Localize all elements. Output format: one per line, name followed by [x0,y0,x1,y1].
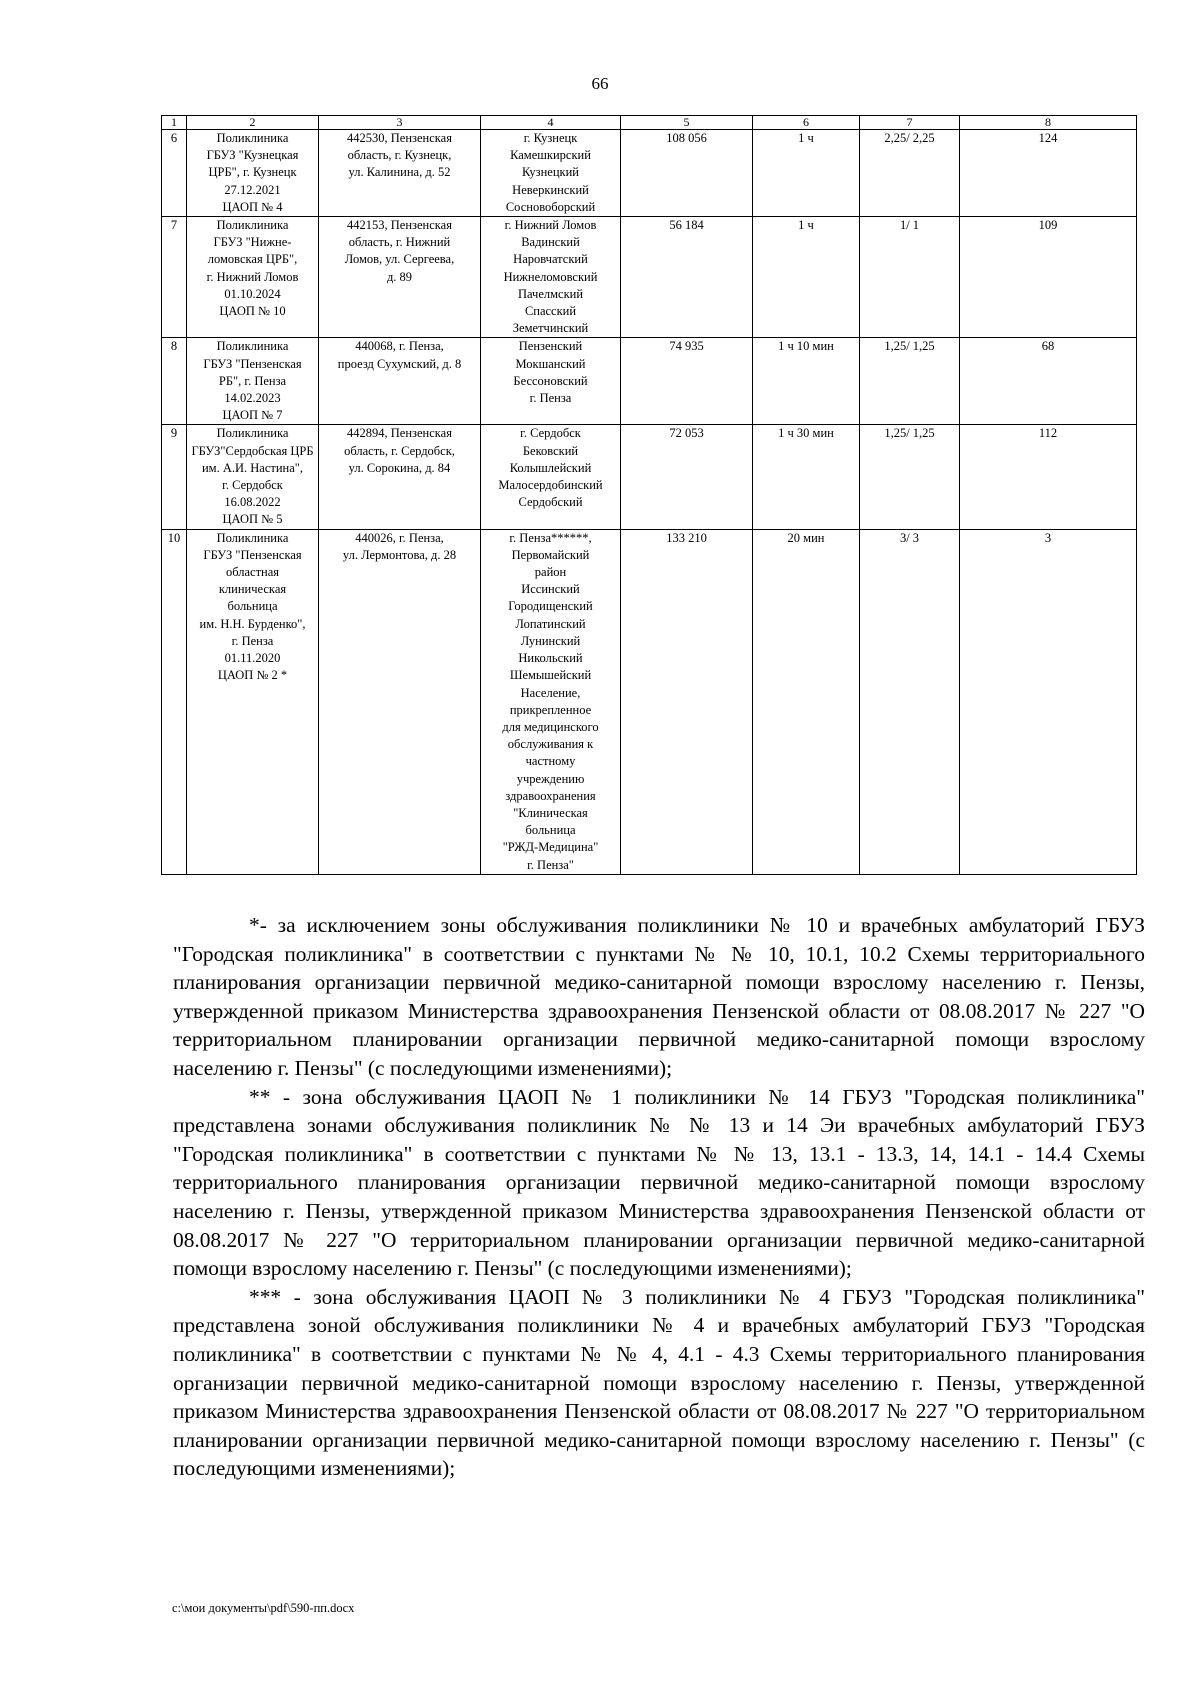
column-8-cell: 3 [960,529,1137,874]
population-cell: 74 935 [621,338,753,425]
travel-time-cell: 20 мин [753,529,860,874]
row-number-cell: 8 [162,338,187,425]
column-header: 3 [319,116,481,130]
travel-time-cell: 1 ч 30 мин [753,425,860,529]
column-header: 7 [860,116,960,130]
footnote-double-asterisk: ** - зона обслуживания ЦАОП № 1 поликлиники № 14 ГБУЗ "Городская поликлиника" представлена зонами обслуживания поликлиник № № 13 и 14 Эи врачебных амбулаторий ГБУЗ "Городская поликлиника" в соответствии с пунктами № № 13, 13.1 - 13.3, 14, 14.1 - 14.4 Схемы территориального планирования организации первичной медико-санитарной помощи взрослому населению г. Пензы, утвержденной приказом Министерства здравоохранения Пензенской области от 08.08.2017 № 227 "О территориальном планировании организации первичной медико-санитарной помощи взрослому населению г. Пензы" (с последующими изменениями); [173,1084,1145,1281]
service-areas-cell: г. Пенза******, Первомайский район Иссинский Городищенский Лопатинский Лунинский Никольский Шемышейский Население, прикрепленное для медицинского обслуживания к частному учреждению здравоохранения "Клиническая больница "РЖД-Медицина" г. Пенза" [481,529,621,874]
service-areas-cell: г. Нижний Ломов Вадинский Наровчатский Нижнеломовский Пачелмский Спасский Земетчинский [481,217,621,338]
table-row [162,130,1137,217]
footnotes [173,911,1145,1483]
column-8-cell: 112 [960,425,1137,529]
footnote-triple-asterisk: *** - зона обслуживания ЦАОП № 3 поликлиники № 4 ГБУЗ "Городская поликлиника" представлена зоной обслуживания поликлиники № 4 и врачебных амбулаторий ГБУЗ "Городская поликлиника" в соответствии с пунктами № № 4, 4.1 - 4.3 Схемы территориального планирования организации первичной медико-санитарной помощи взрослому населению г. Пензы, утвержденной приказом Министерства здравоохранения Пензенской области от 08.08.2017 № 227 "О территориальном планировании организации первичной медико-санитарной помощи взрослому населению г. Пензы" (с последующими изменениями); [173,1284,1145,1481]
clinic-cell: Поликлиника ГБУЗ "Кузнецкая ЦРБ", г. Кузнецк 27.12.2021 ЦАОП № 4 [187,130,319,217]
population-cell: 56 184 [621,217,753,338]
address-cell: 442153, Пензенская область, г. Нижний Ломов, ул. Сергеева, д. 89 [319,217,481,338]
service-areas-cell: г. Кузнецк Камешкирский Кузнецкий Неверкинский Сосновоборский [481,130,621,217]
service-areas-cell: г. Сердобск Бековский Колышлейский Малосердобинский Сердобский [481,425,621,529]
column-header: 6 [753,116,860,130]
table-row [162,217,1137,338]
column-header: 1 [162,116,187,130]
service-areas-cell: Пензенский Мокшанский Бессоновский г. Пенза [481,338,621,425]
population-cell: 133 210 [621,529,753,874]
footnote-single-asterisk: *- за исключением зоны обслуживания поликлиники № 10 и врачебных амбулаторий ГБУЗ "Городская поликлиника" в соответствии с пунктами № № 10, 10.1, 10.2 Схемы территориального планирования организации первичной медико-санитарной помощи взрослому населению г. Пензы, утвержденной приказом Министерства здравоохранения Пензенской области от 08.08.2017 № 227 "О территориальном планировании организации первичной медико-санитарной помощи взрослому населению г. Пензы" (с последующими изменениями); [173,913,1145,1080]
table-row [162,529,1137,874]
row-number-cell: 6 [162,130,187,217]
clinic-cell: Поликлиника ГБУЗ "Пензенская областная клиническая больница им. Н.Н. Бурденко", г. Пенза 01.11.2020 ЦАОП № 2 * [187,529,319,874]
column-8-cell: 124 [960,130,1137,217]
row-number-cell: 7 [162,217,187,338]
rate-cell: 2,25/ 2,25 [860,130,960,217]
population-cell: 72 053 [621,425,753,529]
travel-time-cell: 1 ч [753,130,860,217]
column-header: 4 [481,116,621,130]
table-header-row [162,116,1137,130]
clinic-cell: Поликлиника ГБУЗ"Сердобская ЦРБ им. А.И. Настина", г. Сердобск 16.08.2022 ЦАОП № 5 [187,425,319,529]
rate-cell: 3/ 3 [860,529,960,874]
address-cell: 440068, г. Пенза, проезд Сухумский, д. 8 [319,338,481,425]
address-cell: 442894, Пензенская область, г. Сердобск, ул. Сорокина, д. 84 [319,425,481,529]
column-header: 8 [960,116,1137,130]
table-row [162,425,1137,529]
table-row [162,338,1137,425]
column-header: 5 [621,116,753,130]
column-8-cell: 109 [960,217,1137,338]
rate-cell: 1,25/ 1,25 [860,338,960,425]
travel-time-cell: 1 ч 10 мин [753,338,860,425]
clinic-cell: Поликлиника ГБУЗ "Пензенская РБ", г. Пенза 14.02.2023 ЦАОП № 7 [187,338,319,425]
page-number: 66 [591,74,609,93]
row-number-cell: 9 [162,425,187,529]
address-cell: 442530, Пензенская область, г. Кузнецк, ул. Калинина, д. 52 [319,130,481,217]
clinic-cell: Поликлиника ГБУЗ "Нижне- ломовская ЦРБ", г. Нижний Ломов 01.10.2024 ЦАОП № 10 [187,217,319,338]
row-number-cell: 10 [162,529,187,874]
population-cell: 108 056 [621,130,753,217]
travel-time-cell: 1 ч [753,217,860,338]
rate-cell: 1/ 1 [860,217,960,338]
clinics-table [161,115,1137,875]
file-path-footer: c:\мои документы\pdf\590-пп.docx [172,1601,355,1615]
column-8-cell: 68 [960,338,1137,425]
rate-cell: 1,25/ 1,25 [860,425,960,529]
address-cell: 440026, г. Пенза, ул. Лермонтова, д. 28 [319,529,481,874]
column-header: 2 [187,116,319,130]
